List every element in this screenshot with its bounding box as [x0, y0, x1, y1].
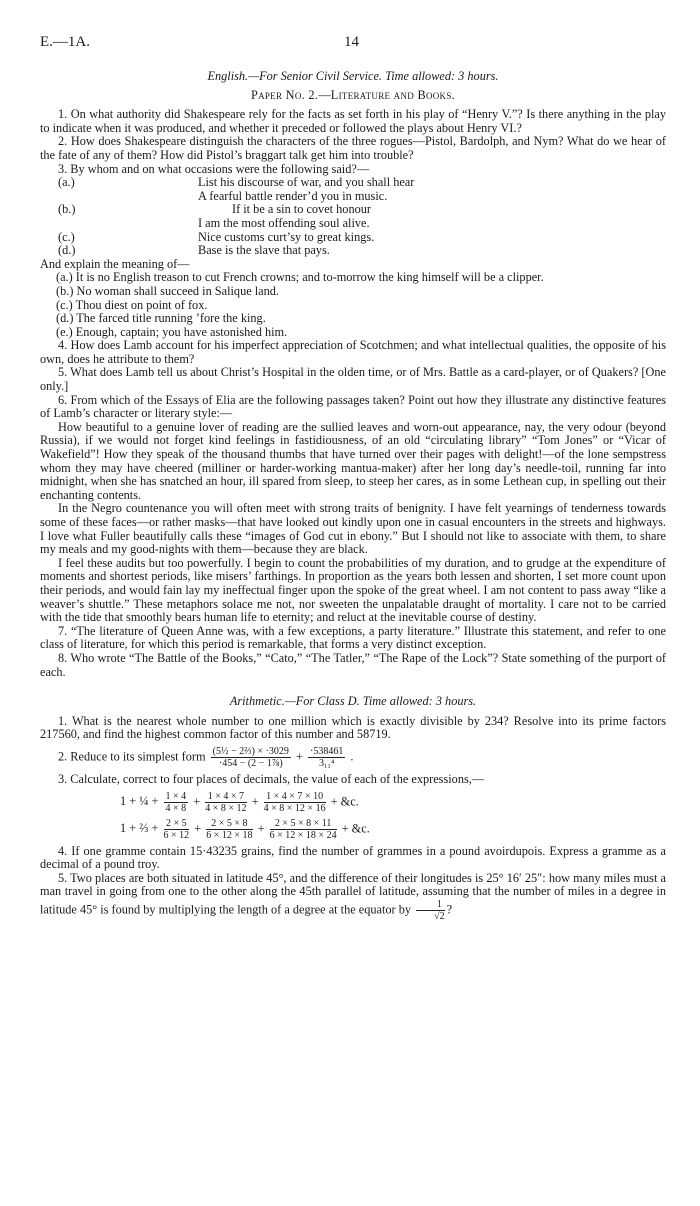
quote-text: I am the most offending soul alive.	[198, 215, 370, 230]
quote-line	[40, 176, 666, 190]
elia-passage: I feel these audits but too powerfully. I begin to count the probabilities of my duration, and to grudge at the expenditure of moments and shortest periods, like misers’ farthings. In proportion as the years both lessen and shorten, I set more count upon their periods, and would fain lay my ineffectual finger upon the spoke of the great wheel. I am not content to pass away “like a weaver’s shuttle.” These metaphors solace me not, nor sweeten the unpalatable draught of mortality. I care not to be carried with the tide that smoothly bears human life to eternity; and reluct at the inevitable course of destiny.	[40, 555, 666, 625]
denominator: 6 × 12	[163, 829, 190, 841]
meaning-item: (b.) No woman shall succeed in Salique land.	[56, 283, 279, 298]
english-question-8: 8. Who wrote “The Battle of the Books,” “Cato,” “The Tatler,” “The Rape of the Lock”? State something of the purport of each.	[40, 650, 666, 679]
numerator: 2 × 5 × 8 × 11	[270, 818, 337, 830]
series-term	[270, 818, 337, 841]
series-term	[164, 791, 189, 814]
denominator: 6 × 12 × 18 × 24	[269, 829, 337, 841]
series-tail: + &c.	[341, 820, 370, 835]
quote-line	[40, 190, 666, 204]
question-2-text: 2. Reduce to its simplest form	[58, 749, 206, 764]
english-question-4: 4. How does Lamb account for his imperfect appreciation of Scotchmen; and what intellectual qualities, the opposite of his own, does he attribute to them?	[40, 338, 666, 366]
plus-sign: +	[193, 793, 201, 808]
fraction	[416, 899, 445, 922]
quote-line	[40, 203, 666, 217]
quote-text: If it be a sin to covet honour	[232, 202, 371, 217]
arithmetic-section-title: Arithmetic.—For Class D. Time allowed: 3 hours.	[229, 694, 477, 709]
quote-label	[40, 190, 198, 204]
denominator: 3₁₁⁴	[318, 757, 335, 769]
quote-line	[40, 217, 666, 231]
english-question-6: 6. From which of the Essays of Elia are the following passages taken? Point out how they illustrate any distinctive features of Lamb’s character or literary style:—	[40, 392, 666, 421]
page-header	[40, 36, 666, 58]
quote-text: List his discourse of war, and you shall hear	[198, 175, 415, 190]
numerator: 2 × 5 × 8	[206, 818, 252, 830]
plus-sign: +	[257, 820, 265, 835]
denominator: 4 × 8 × 12 × 16	[263, 802, 326, 814]
series-expression-2	[40, 818, 666, 841]
explain-meaning-intro: And explain the meaning of—	[40, 256, 190, 271]
fraction	[211, 746, 291, 769]
quote-line	[40, 244, 666, 258]
question-mark: ?	[446, 902, 453, 917]
quote-text: Nice customs curt’sy to great kings.	[198, 229, 375, 244]
series-tail: + &c.	[330, 793, 359, 808]
quote-text: A fearful battle render’d you in music.	[198, 188, 388, 203]
meaning-item: (e.) Enough, captain; you have astonished him.	[56, 324, 288, 339]
series-term	[206, 818, 252, 841]
numerator: 1	[416, 899, 445, 911]
fraction	[308, 746, 345, 769]
numerator: 2 × 5	[164, 818, 190, 830]
series-lead: 1 + ⅔ +	[120, 820, 159, 835]
quote-line	[40, 231, 666, 245]
series-term	[264, 791, 326, 814]
quote-label: (d.)	[58, 243, 76, 258]
meaning-item: (d.) The farced title running ’fore the king.	[56, 311, 266, 326]
series-lead: 1 + ¼ +	[120, 793, 159, 808]
series-term	[205, 791, 246, 814]
exam-page	[40, 36, 666, 922]
quote-label: (c.)	[58, 229, 75, 244]
plus-sign: +	[251, 793, 259, 808]
plus-sign: +	[194, 820, 202, 835]
quote-label: (a.)	[58, 175, 75, 190]
document-reference: E.—1A.	[40, 34, 90, 50]
elia-passage: How beautiful to a genuine lover of reading are the sullied leaves and worn-out appearance, nay, the very odour (beyond Russia), if we would not forget kind feelings in fastidiousness, of an old “circulating library” “Tom Jones” or “Vicar of Wakefield”! How they speak of the thousand thumbs that have turned over their pages with delight!—of the lone sempstress whom they may have cheered (milliner or harder-working mantua-maker) after her long day’s needle-toil, running far into midnight, when she has snatched an hour, ill spared from sleep, to steep her cares, as in some Lethean cup, in spelling out their enchanting contents.	[40, 419, 666, 502]
arithmetic-question-5	[40, 872, 666, 922]
meaning-item: (a.) It is no English treason to cut French crowns; and to-morrow the king himself will be a clipper.	[56, 270, 544, 285]
denominator: √2	[434, 910, 445, 922]
series-term	[164, 818, 190, 841]
meaning-item: (c.) Thou diest on point of fox.	[56, 297, 208, 312]
english-question-7: 7. “The literature of Queen Anne was, with a few exceptions, a party literature.” Illustrate this statement, and refer to one class of literature, for which this period is remarkable, that forms a very distinct exception.	[40, 623, 666, 652]
numerator: 1 × 4 × 7 × 10	[264, 791, 326, 803]
meaning-list	[40, 271, 666, 339]
numerator: (5½ − 2⅔) × ·3029	[212, 745, 289, 757]
english-question-5: 5. What does Lamb tell us about Christ’s Hospital in the olden time, or of Mrs. Battle as a card-player, or of Quakers? [One only.]	[40, 365, 666, 394]
numerator: 1 × 4 × 7	[205, 791, 246, 803]
plus-sign: +	[295, 749, 303, 764]
numerator: 1 × 4	[165, 790, 187, 802]
numerator: ·538461	[310, 745, 344, 757]
quote-list	[40, 176, 666, 258]
english-section-title: English.—For Senior Civil Service. Time allowed: 3 hours.	[207, 69, 499, 83]
series-expression-1	[40, 791, 666, 814]
english-question-2: 2. How does Shakespeare distinguish the characters of the three rogues—Pistol, Bardolph, and Nym? What do we hear of the fate of any of them? How did Pistol’s braggart talk get him into trouble?	[40, 134, 666, 162]
english-paper-subtitle: Paper No. 2.—Literature and Books.	[250, 87, 456, 102]
denominator: 4 × 8	[165, 802, 187, 814]
elia-passage: In the Negro countenance you will often meet with strong traits of benignity. I have felt yearnings of tenderness towards some of these faces—or rather masks—that have looked out kindly upon one in casual encounters in the streets and highways. I love what Fuller beautifully calls these “images of God cut in ebony.” But I should not like to associate with them, to share my meals and my good-nights with them—because they are black.	[40, 501, 666, 557]
arithmetic-question-1: 1. What is the nearest whole number to one million which is exactly divisible by 234? Resolve into its prime factors 217560, and find the highest common factor of this number and 58719.	[40, 713, 666, 742]
denominator: 6 × 12 × 18	[206, 829, 253, 841]
quote-label	[40, 217, 198, 231]
page-number: 14	[344, 34, 359, 50]
arithmetic-question-3: 3. Calculate, correct to four places of decimals, the value of each of the expressions,—	[58, 771, 485, 786]
denominator: ·454 − (2 − 1⅞)	[218, 757, 283, 769]
denominator: 4 × 8 × 12	[205, 802, 247, 814]
english-question-1: 1. On what authority did Shakespeare rely for the facts as set forth in his play of “Henry V.”? Is there anything in the play to indicate when it was produced, and whether it preceded or followed the plays about Henry VI.?	[40, 107, 666, 135]
arithmetic-question-2	[40, 746, 666, 769]
quote-text: Base is the slave that pays.	[198, 243, 330, 258]
period: .	[350, 749, 354, 764]
arithmetic-question-4: 4. If one gramme contain 15·43235 grains, find the number of grammes in a pound avoirdupois. Express a gramme as a decimal of a pound troy.	[40, 843, 666, 872]
english-question-3-intro: 3. By whom and on what occasions were the following said?—	[58, 161, 370, 176]
quote-label: (b.)	[58, 202, 76, 217]
question-5-text: 5. Two places are both situated in latitude 45°, and the difference of their longitudes is 25° 16′ 25″: how many miles must a man travel in going from one to the other along the 45th parallel of latitude, assuming that the number of miles in a degree in latitude 45° is found by multiplying the length of a degree at the equator by	[40, 870, 666, 917]
